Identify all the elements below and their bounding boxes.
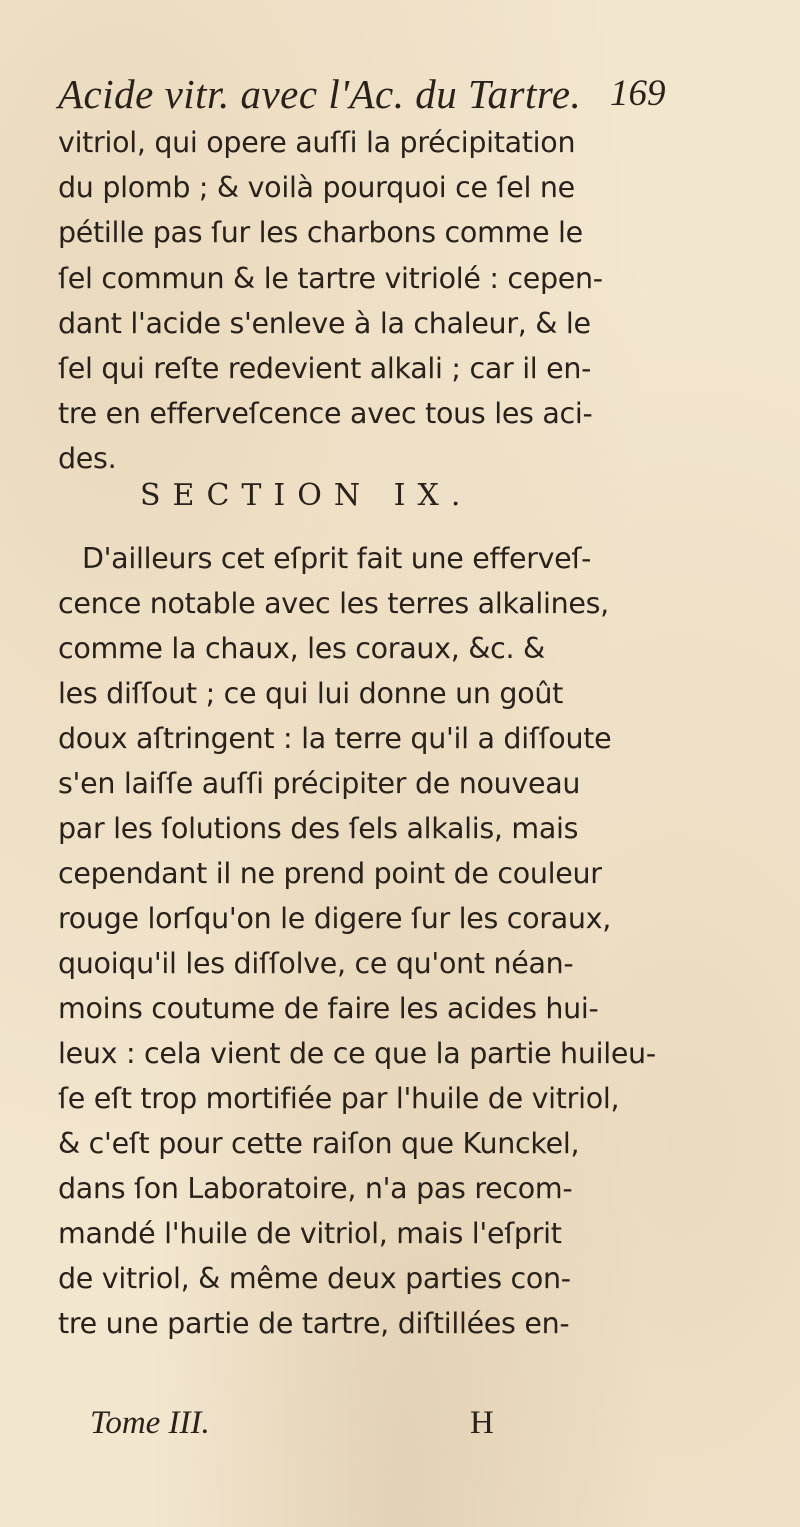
text-line: dans ſon Laboratoire, n'a pas recom- bbox=[58, 1172, 573, 1205]
text-line: ſel commun & le tartre vitriolé : cepen- bbox=[58, 262, 603, 295]
text-line: vitriol, qui opere auſſi la précipitation bbox=[58, 126, 576, 159]
text-line: D'ailleurs cet eſprit fait une efferveſ- bbox=[82, 542, 592, 575]
section-heading: SECTION IX. bbox=[140, 478, 473, 513]
text-line: pétille pas ſur les charbons comme le bbox=[58, 216, 583, 249]
text-line: s'en laiſſe auſſi précipiter de nouveau bbox=[58, 767, 581, 800]
text-line: comme la chaux, les coraux, &c. & bbox=[58, 632, 545, 665]
text-line: rouge lorſqu'on le digere ſur les coraux, bbox=[58, 902, 611, 935]
text-line: tre une partie de tartre, diſtillées en- bbox=[58, 1307, 570, 1340]
text-line: mandé l'huile de vitriol, mais l'eſprit bbox=[58, 1217, 562, 1250]
text-line: tre en efferveſcence avec tous les aci- bbox=[58, 397, 593, 430]
text-line: cependant il ne prend point de couleur bbox=[58, 857, 602, 890]
volume-signature: Tome III. bbox=[90, 1405, 210, 1441]
page-number: 169 bbox=[610, 73, 666, 114]
text-line: ſel qui reſte redevient alkali ; car il en- bbox=[58, 352, 592, 385]
page-footer bbox=[90, 1400, 730, 1446]
text-line: par les ſolutions des ſels alkalis, mais bbox=[58, 812, 579, 845]
page-header bbox=[58, 68, 666, 120]
text-line: dant l'acide s'enleve à la chaleur, & le bbox=[58, 307, 591, 340]
text-line: de vitriol, & même deux parties con- bbox=[58, 1262, 571, 1295]
text-line: du plomb ; & voilà pourquoi ce ſel ne bbox=[58, 171, 575, 204]
text-line: quoiqu'il les diſſolve, ce qu'ont néan- bbox=[58, 947, 574, 980]
text-line: leux : cela vient de ce que la partie huileu- bbox=[58, 1037, 656, 1070]
gathering-mark: H bbox=[470, 1405, 494, 1441]
text-line: cence notable avec les terres alkalines, bbox=[58, 587, 609, 620]
text-line: ſe eſt trop mortifiée par l'huile de vitriol, bbox=[58, 1082, 620, 1115]
text-line: moins coutume de faire les acides hui- bbox=[58, 992, 599, 1025]
text-line: doux aſtringent : la terre qu'il a diſſoute bbox=[58, 722, 612, 755]
text-line: & c'eſt pour cette raiſon que Kunckel, bbox=[58, 1127, 580, 1160]
text-line: des. bbox=[58, 442, 117, 475]
running-head: Acide vitr. avec l'Ac. du Tartre. bbox=[58, 71, 582, 117]
text-line: les diſſout ; ce qui lui donne un goût bbox=[58, 677, 563, 710]
